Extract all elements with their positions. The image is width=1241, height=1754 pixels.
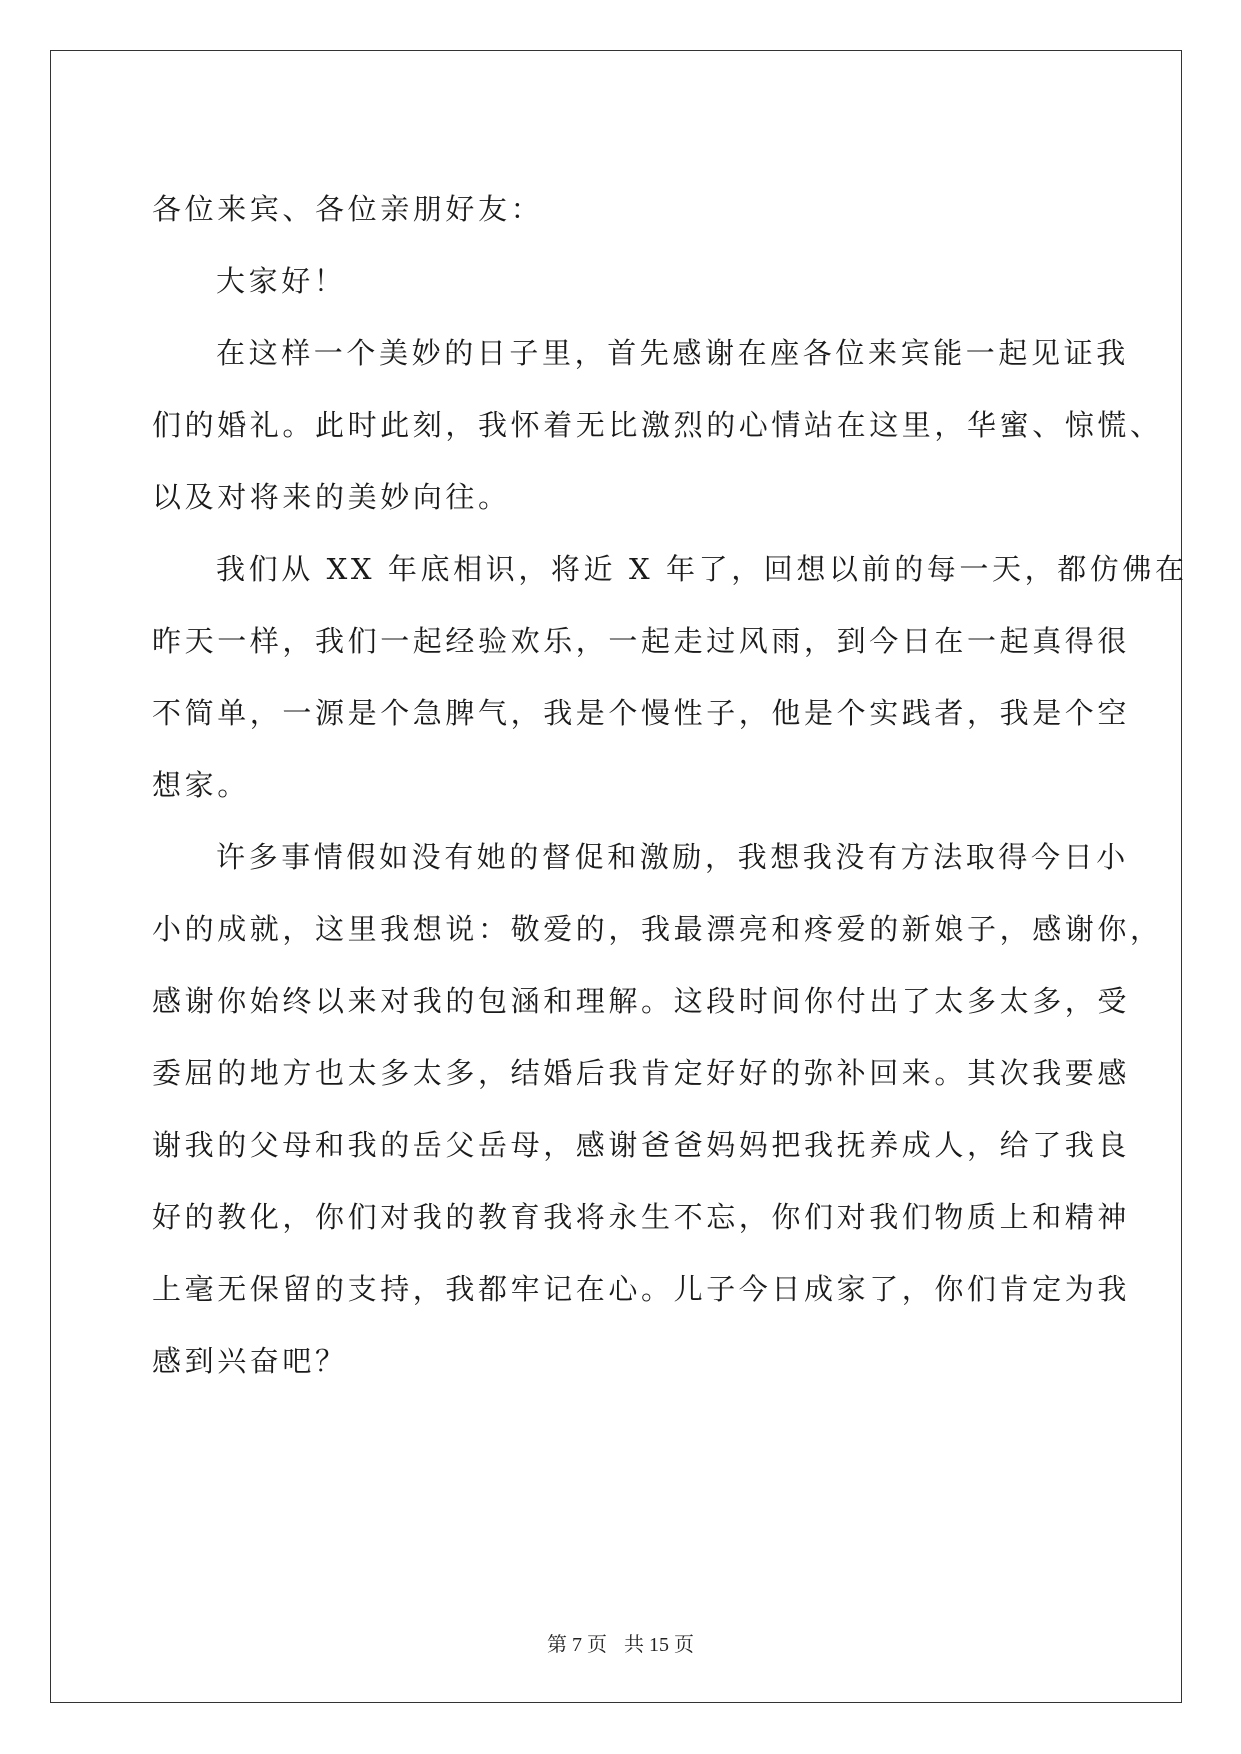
paragraph-line: 们的婚礼。此时此刻，我怀着无比激烈的心情站在这里，华蜜、惊慌、 — [152, 408, 1163, 442]
paragraph-3 — [152, 814, 1163, 1404]
paragraph-line: 感到兴奋吧？ — [152, 1344, 348, 1378]
paragraph-line: 我们从 XX 年底相识，将近 X 年了，回想以前的每一天，都仿佛在 — [216, 552, 1188, 586]
paragraph-line: 上毫无保留的支持，我都牢记在心。儿子今日成家了，你们肯定为我 — [152, 1272, 1131, 1306]
paragraph-line: 谢我的父母和我的岳父岳母，感谢爸爸妈妈把我抚养成人，给了我良 — [152, 1128, 1131, 1162]
paragraph-line: 想家。 — [152, 768, 250, 802]
paragraph-line: 在这样一个美妙的日子里，首先感谢在座各位来宾能一起见证我 — [216, 336, 1129, 370]
paragraph-line: 以及对将来的美妙向往。 — [152, 480, 511, 514]
paragraph-line: 好的教化，你们对我的教育我将永生不忘，你们对我们物质上和精神 — [152, 1200, 1131, 1234]
paragraph-1 — [152, 310, 1163, 540]
paragraph-line: 昨天一样，我们一起经验欢乐，一起走过风雨，到今日在一起真得很 — [152, 624, 1131, 658]
paragraph-2 — [152, 526, 1188, 828]
greeting: 大家好！ — [216, 264, 347, 298]
page-number: 第 7 页 — [547, 1634, 607, 1656]
salutation: 各位来宾、各位亲朋好友： — [152, 192, 544, 226]
paragraph-line: 许多事情假如没有她的督促和激励，我想我没有方法取得今日小 — [216, 840, 1129, 874]
page-footer — [0, 1628, 1241, 1657]
paragraph-line: 不简单，一源是个急脾气，我是个慢性子，他是个实践者，我是个空 — [152, 696, 1131, 730]
paragraph-line: 委屈的地方也太多太多，结婚后我肯定好好的弥补回来。其次我要感 — [152, 1056, 1131, 1090]
paragraph-line: 感谢你始终以来对我的包涵和理解。这段时间你付出了太多太多，受 — [152, 984, 1131, 1018]
paragraph-line: 小的成就，这里我想说：敬爱的，我最漂亮和疼爱的新娘子，感谢你， — [152, 912, 1163, 946]
total-pages: 共 15 页 — [624, 1634, 694, 1656]
